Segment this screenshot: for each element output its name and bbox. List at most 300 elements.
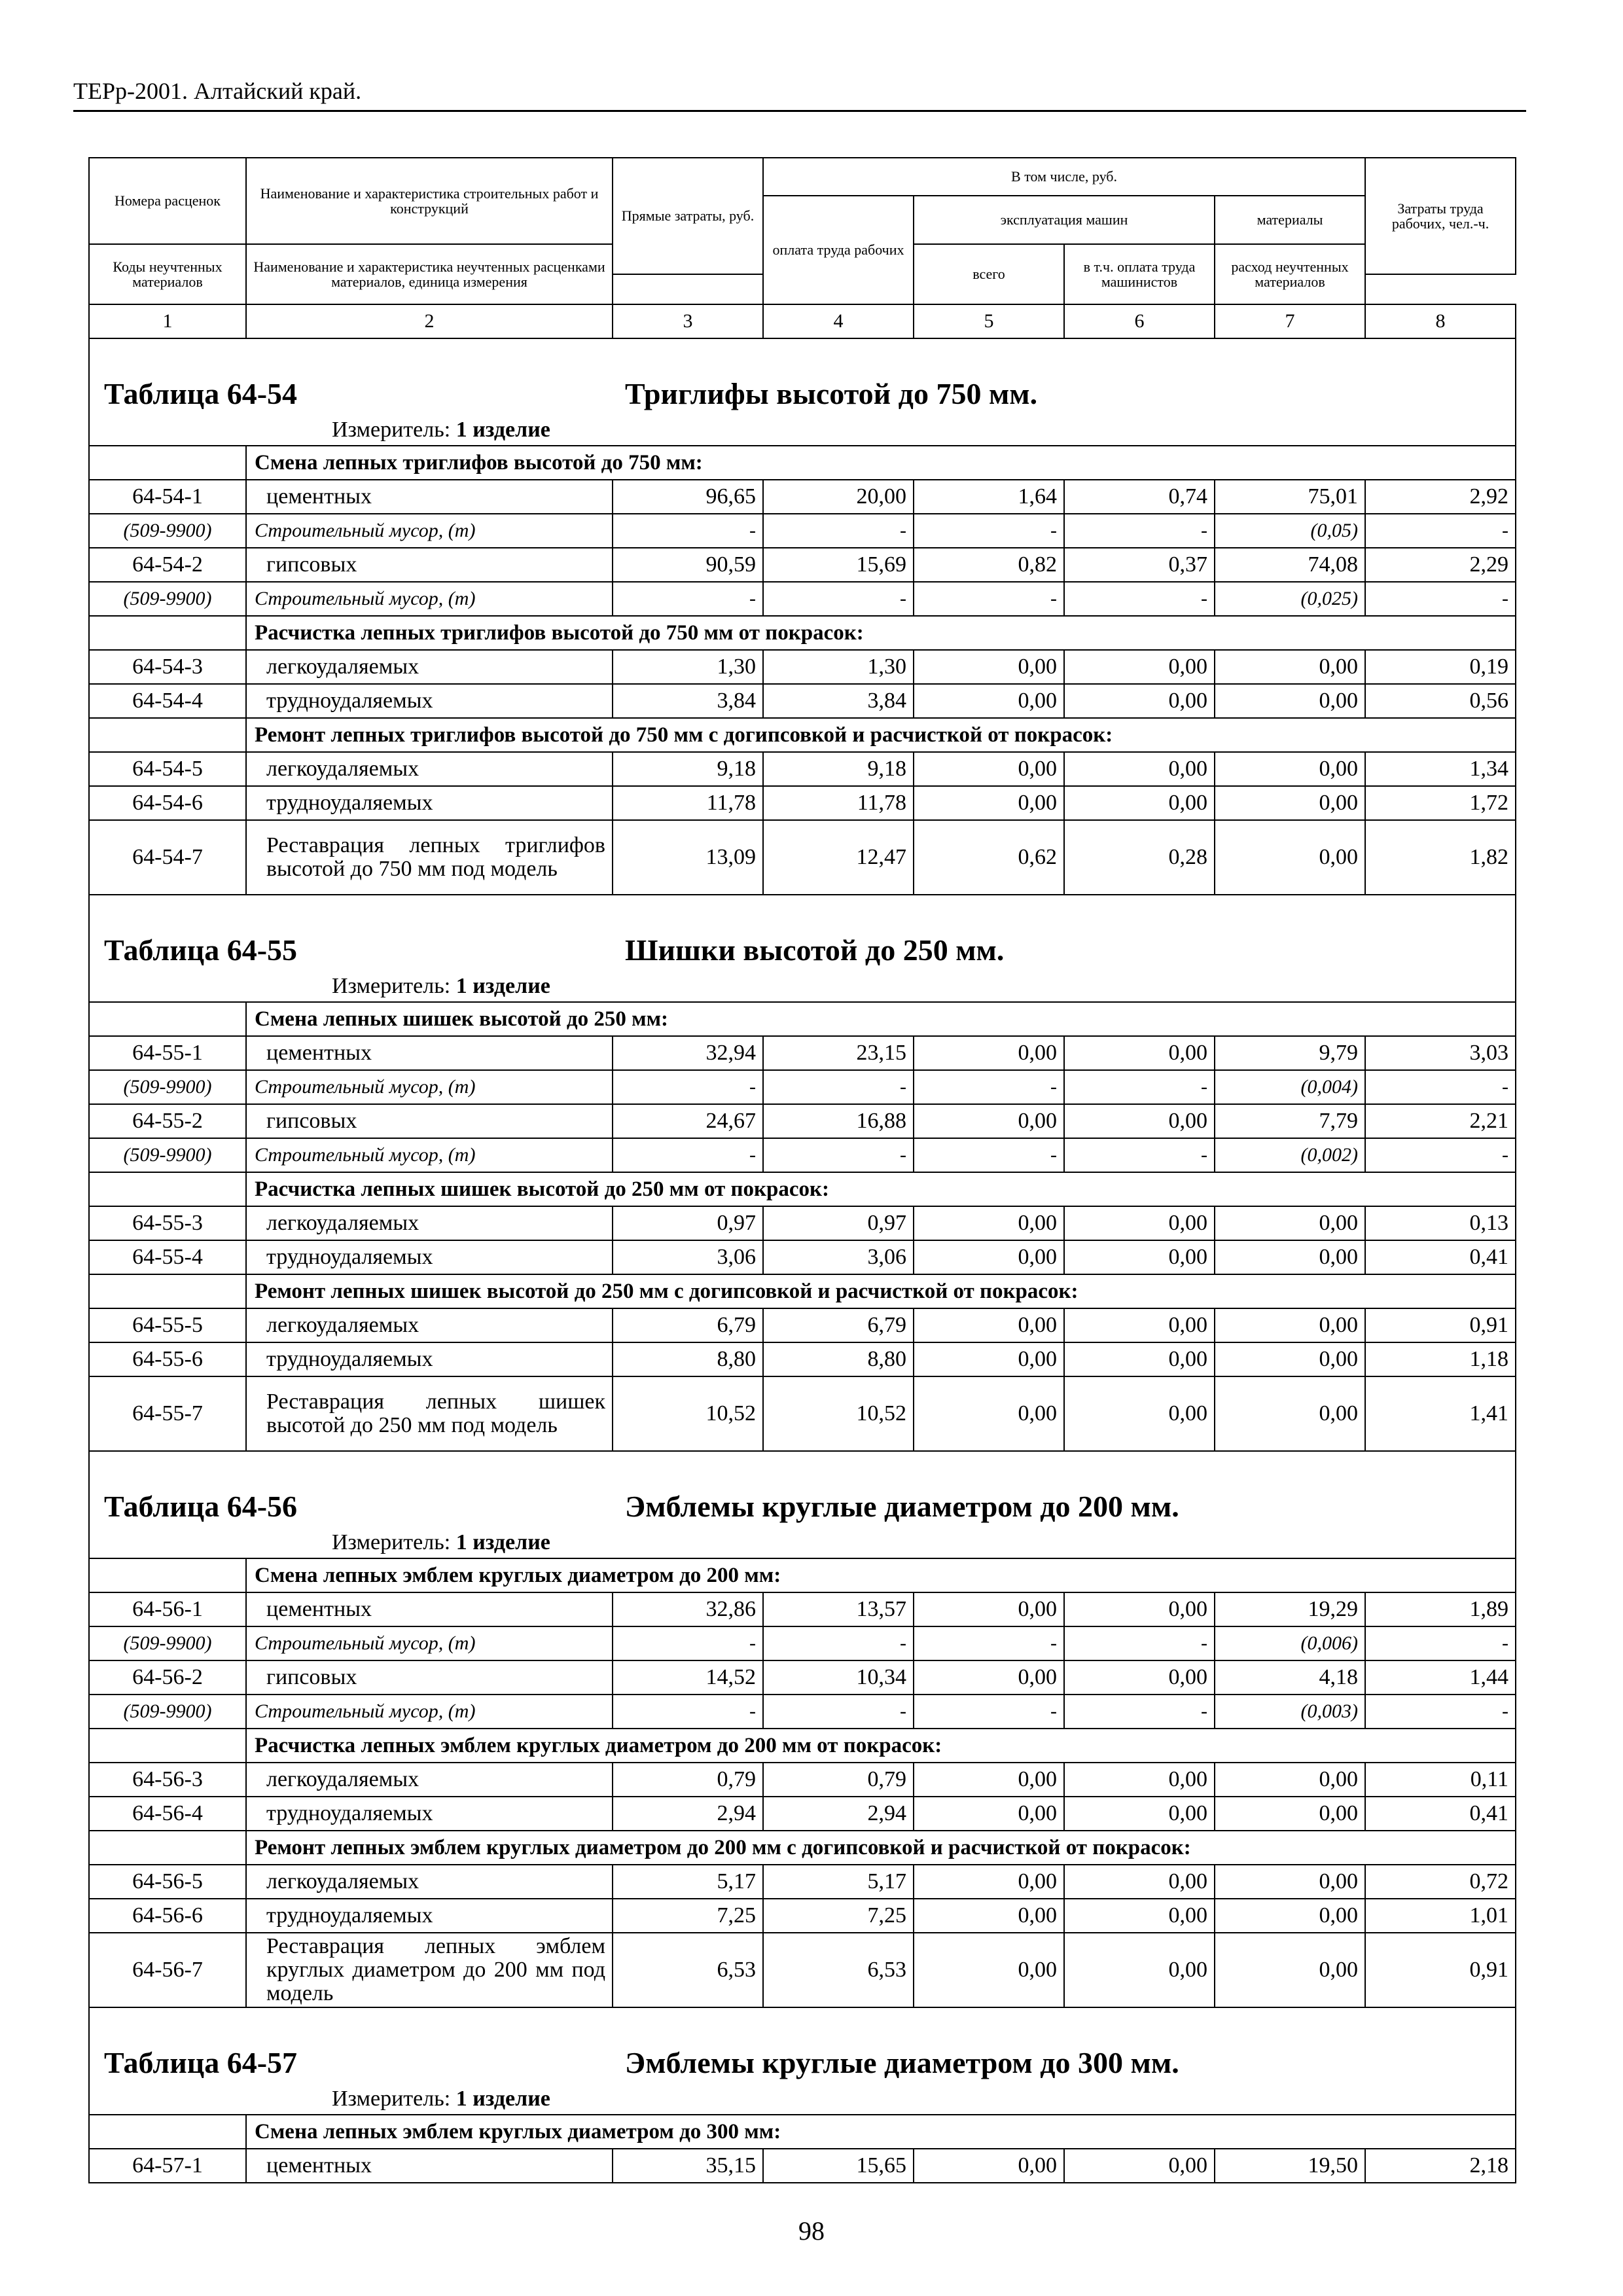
work-name-cell: легкоудаляемых (246, 1763, 613, 1797)
group-row (89, 1831, 1516, 1865)
measure-row (89, 1528, 1516, 1558)
rate-row (89, 548, 1516, 582)
wages-cell: 15,69 (763, 548, 914, 582)
work-name-cell: трудноудаляемых (246, 1797, 613, 1831)
work-name-cell: легкоудаляемых (246, 1308, 613, 1342)
machines-total-cell: - (914, 1695, 1064, 1729)
machinists-wages-cell: 0,00 (1064, 1763, 1215, 1797)
machinists-wages-cell: 0,00 (1064, 1376, 1215, 1451)
col-header-materials: материалы (1215, 196, 1365, 244)
col-header-wages: оплата труда рабочих (763, 196, 914, 304)
group-blank-cell (89, 1172, 246, 1206)
direct-costs-cell: 32,94 (613, 1036, 763, 1070)
group-row (89, 446, 1516, 480)
rate-code-cell: 64-54-7 (89, 820, 246, 895)
wages-cell: 6,79 (763, 1308, 914, 1342)
labor-costs-cell: 0,56 (1365, 684, 1516, 718)
rate-code-cell: 64-56-1 (89, 1592, 246, 1626)
rates-table-wrapper (88, 157, 1515, 2183)
materials-cell: 0,00 (1215, 1763, 1365, 1797)
direct-costs-cell: 1,30 (613, 650, 763, 684)
wages-cell: 13,57 (763, 1592, 914, 1626)
work-name-cell: гипсовых (246, 1660, 613, 1695)
labor-costs-cell: - (1365, 1626, 1516, 1660)
materials-cell: (0,002) (1215, 1138, 1365, 1172)
direct-costs-cell: - (613, 514, 763, 548)
wages-cell: - (763, 1138, 914, 1172)
machinists-wages-cell: 0,00 (1064, 1899, 1215, 1933)
table-title: Эмблемы круглые диаметром до 300 мм. (625, 2046, 1179, 2079)
material-name-cell: Строительный мусор, (т) (246, 1695, 613, 1729)
direct-costs-cell: 3,06 (613, 1240, 763, 1274)
group-row (89, 1558, 1516, 1592)
work-name-cell: Реставрация лепных триглифов высотой до 750 мм под модель (246, 820, 613, 895)
table-number: Таблица 64-55 (104, 933, 298, 967)
labor-costs-cell: - (1365, 1138, 1516, 1172)
machinists-wages-cell: - (1064, 1695, 1215, 1729)
machines-total-cell: - (914, 1070, 1064, 1104)
wages-cell: 3,84 (763, 684, 914, 718)
group-title: Расчистка лепных эмблем круглых диаметром до 200 мм от покрасок: (246, 1729, 1516, 1763)
direct-costs-cell: 96,65 (613, 480, 763, 514)
direct-costs-cell: 11,78 (613, 786, 763, 820)
rate-row (89, 1342, 1516, 1376)
wages-cell: 12,47 (763, 820, 914, 895)
machinists-wages-cell: - (1064, 1070, 1215, 1104)
labor-costs-cell: 2,29 (1365, 548, 1516, 582)
work-name-cell: цементных (246, 1036, 613, 1070)
direct-costs-cell: - (613, 1695, 763, 1729)
rates-table (88, 157, 1516, 2183)
direct-costs-cell: 14,52 (613, 1660, 763, 1695)
group-blank-cell (89, 1831, 246, 1865)
material-code-cell: (509-9900) (89, 582, 246, 616)
machines-total-cell: 0,00 (914, 786, 1064, 820)
table-title-cell (89, 1451, 1516, 1528)
material-code-cell: (509-9900) (89, 1138, 246, 1172)
group-title: Смена лепных эмблем круглых диаметром до 300 мм: (246, 2115, 1516, 2149)
col-header-material-codes: Коды неучтенных материалов (89, 244, 246, 304)
material-row (89, 1138, 1516, 1172)
group-title: Расчистка лепных шишек высотой до 250 мм от покрасок: (246, 1172, 1516, 1206)
labor-costs-cell: 2,92 (1365, 480, 1516, 514)
rate-row (89, 1865, 1516, 1899)
group-title: Ремонт лепных шишек высотой до 250 мм с догипсовкой и расчисткой от покрасок: (246, 1274, 1516, 1308)
materials-cell: 19,29 (1215, 1592, 1365, 1626)
page-header: ТЕРр-2001. Алтайский край. (73, 77, 1526, 112)
material-code-cell: (509-9900) (89, 514, 246, 548)
machinists-wages-cell: 0,00 (1064, 752, 1215, 786)
wages-cell: 2,94 (763, 1797, 914, 1831)
rate-code-cell: 64-55-5 (89, 1308, 246, 1342)
materials-cell: 0,00 (1215, 1899, 1365, 1933)
machines-total-cell: 0,00 (914, 2149, 1064, 2183)
rate-row (89, 1240, 1516, 1274)
direct-costs-cell: 3,84 (613, 684, 763, 718)
machinists-wages-cell: 0,00 (1064, 2149, 1215, 2183)
rate-code-cell: 64-55-2 (89, 1104, 246, 1138)
materials-cell: 0,00 (1215, 752, 1365, 786)
rate-code-cell: 64-56-5 (89, 1865, 246, 1899)
direct-costs-cell: 0,79 (613, 1763, 763, 1797)
machines-total-cell: 0,00 (914, 650, 1064, 684)
labor-costs-cell: 1,34 (1365, 752, 1516, 786)
machinists-wages-cell: 0,37 (1064, 548, 1215, 582)
machines-total-cell: 0,00 (914, 1206, 1064, 1240)
machines-total-cell: - (914, 582, 1064, 616)
table-title-cell (89, 895, 1516, 971)
materials-cell: 19,50 (1215, 2149, 1365, 2183)
rate-row (89, 480, 1516, 514)
materials-cell: 9,79 (1215, 1036, 1365, 1070)
machinists-wages-cell: 0,00 (1064, 1660, 1215, 1695)
col-number: 3 (613, 304, 763, 338)
materials-cell: 0,00 (1215, 786, 1365, 820)
materials-cell: 0,00 (1215, 820, 1365, 895)
rate-row (89, 1206, 1516, 1240)
wages-cell: - (763, 1626, 914, 1660)
group-title: Ремонт лепных эмблем круглых диаметром до 200 мм с догипсовкой и расчисткой от покрасок: (246, 1831, 1516, 1865)
work-name-cell: цементных (246, 480, 613, 514)
labor-costs-cell: 0,72 (1365, 1865, 1516, 1899)
rate-row (89, 2149, 1516, 2183)
rate-row (89, 1592, 1516, 1626)
direct-costs-cell: 6,79 (613, 1308, 763, 1342)
rate-code-cell: 64-54-5 (89, 752, 246, 786)
machines-total-cell: - (914, 1626, 1064, 1660)
wages-cell: - (763, 514, 914, 548)
group-row (89, 616, 1516, 650)
rate-row (89, 786, 1516, 820)
labor-costs-cell: - (1365, 582, 1516, 616)
rate-row (89, 1933, 1516, 2007)
measure-value: 1 изделие (455, 2087, 550, 2111)
machinists-wages-cell: 0,00 (1064, 1592, 1215, 1626)
rate-code-cell: 64-54-4 (89, 684, 246, 718)
machines-total-cell: 0,00 (914, 1376, 1064, 1451)
wages-cell: 0,97 (763, 1206, 914, 1240)
rate-row (89, 1104, 1516, 1138)
machines-total-cell: 0,00 (914, 1592, 1064, 1626)
labor-costs-cell: 1,18 (1365, 1342, 1516, 1376)
group-row (89, 2115, 1516, 2149)
machines-total-cell: 0,00 (914, 1865, 1064, 1899)
col-number: 8 (1365, 304, 1516, 338)
material-code-cell: (509-9900) (89, 1626, 246, 1660)
material-name-cell: Строительный мусор, (т) (246, 1626, 613, 1660)
table-title-row (89, 338, 1516, 415)
col-header-machines-total: всего (914, 244, 1064, 304)
work-name-cell: трудноудаляемых (246, 684, 613, 718)
labor-costs-cell: 1,41 (1365, 1376, 1516, 1451)
labor-costs-cell: - (1365, 514, 1516, 548)
direct-costs-cell: 2,94 (613, 1797, 763, 1831)
machines-total-cell: 0,00 (914, 752, 1064, 786)
wages-cell: 6,53 (763, 1933, 914, 2007)
wages-cell: 3,06 (763, 1240, 914, 1274)
wages-cell: 5,17 (763, 1865, 914, 1899)
work-name-cell: трудноудаляемых (246, 1899, 613, 1933)
measure-cell (89, 2084, 1516, 2115)
material-row (89, 582, 1516, 616)
machinists-wages-cell: 0,00 (1064, 1933, 1215, 2007)
group-blank-cell (89, 1729, 246, 1763)
wages-cell: 20,00 (763, 480, 914, 514)
measure-cell (89, 971, 1516, 1002)
direct-costs-cell: 0,97 (613, 1206, 763, 1240)
measure-row (89, 415, 1516, 446)
col-header-rate-numbers: Номера расценок (89, 158, 246, 244)
machines-total-cell: 0,00 (914, 684, 1064, 718)
col-number: 1 (89, 304, 246, 338)
group-row (89, 718, 1516, 752)
wages-cell: - (763, 1070, 914, 1104)
group-title: Смена лепных шишек высотой до 250 мм: (246, 1002, 1516, 1036)
measure-row (89, 2084, 1516, 2115)
labor-costs-cell: 0,41 (1365, 1797, 1516, 1831)
material-row (89, 1626, 1516, 1660)
col-number: 5 (914, 304, 1064, 338)
wages-cell: 15,65 (763, 2149, 914, 2183)
labor-costs-cell: - (1365, 1695, 1516, 1729)
group-title: Смена лепных эмблем круглых диаметром до 200 мм: (246, 1558, 1516, 1592)
machines-total-cell: 0,00 (914, 1797, 1064, 1831)
direct-costs-cell: 6,53 (613, 1933, 763, 2007)
measure-label: Измеритель: (332, 974, 451, 998)
machines-total-cell: 0,00 (914, 1899, 1064, 1933)
group-row (89, 1172, 1516, 1206)
materials-cell: 4,18 (1215, 1660, 1365, 1695)
wages-cell: 16,88 (763, 1104, 914, 1138)
direct-costs-cell: 90,59 (613, 548, 763, 582)
machinists-wages-cell: 0,74 (1064, 480, 1215, 514)
labor-costs-cell: 1,89 (1365, 1592, 1516, 1626)
labor-costs-cell: 0,91 (1365, 1933, 1516, 2007)
materials-cell: 7,79 (1215, 1104, 1365, 1138)
col-header-including: В том числе, руб. (763, 158, 1365, 196)
direct-costs-cell: 5,17 (613, 1865, 763, 1899)
col-number: 7 (1215, 304, 1365, 338)
materials-cell: 0,00 (1215, 1933, 1365, 2007)
group-title: Смена лепных триглифов высотой до 750 мм: (246, 446, 1516, 480)
machinists-wages-cell: 0,00 (1064, 1036, 1215, 1070)
rate-code-cell: 64-54-6 (89, 786, 246, 820)
table-title: Шишки высотой до 250 мм. (625, 933, 1005, 967)
direct-costs-cell: 35,15 (613, 2149, 763, 2183)
rate-row (89, 650, 1516, 684)
table-number: Таблица 64-54 (104, 377, 298, 410)
material-code-cell: (509-9900) (89, 1070, 246, 1104)
work-name-cell: легкоудаляемых (246, 1865, 613, 1899)
machines-total-cell: 0,00 (914, 1763, 1064, 1797)
work-name-cell: цементных (246, 1592, 613, 1626)
machinists-wages-cell: 0,00 (1064, 1206, 1215, 1240)
rate-code-cell: 64-55-4 (89, 1240, 246, 1274)
work-name-cell: гипсовых (246, 548, 613, 582)
rate-code-cell: 64-56-4 (89, 1797, 246, 1831)
materials-cell: 0,00 (1215, 1376, 1365, 1451)
material-code-cell: (509-9900) (89, 1695, 246, 1729)
labor-costs-cell: 1,44 (1365, 1660, 1516, 1695)
wages-cell: 11,78 (763, 786, 914, 820)
material-row (89, 1695, 1516, 1729)
materials-cell: 0,00 (1215, 1308, 1365, 1342)
rate-row (89, 684, 1516, 718)
col-number: 2 (246, 304, 613, 338)
wages-cell: - (763, 582, 914, 616)
wages-cell: 10,52 (763, 1376, 914, 1451)
rate-row (89, 1763, 1516, 1797)
machinists-wages-cell: 0,00 (1064, 1308, 1215, 1342)
materials-cell: 0,00 (1215, 1206, 1365, 1240)
materials-cell: (0,05) (1215, 514, 1365, 548)
rate-row (89, 1797, 1516, 1831)
group-title: Расчистка лепных триглифов высотой до 750 мм от покрасок: (246, 616, 1516, 650)
machinists-wages-cell: 0,00 (1064, 1104, 1215, 1138)
labor-costs-cell: 2,18 (1365, 2149, 1516, 2183)
rate-row (89, 752, 1516, 786)
labor-costs-cell: 0,91 (1365, 1308, 1516, 1342)
machines-total-cell: 0,00 (914, 1933, 1064, 2007)
table-number: Таблица 64-57 (104, 2046, 298, 2079)
machinists-wages-cell: 0,00 (1064, 684, 1215, 718)
materials-cell: (0,006) (1215, 1626, 1365, 1660)
measure-cell (89, 1528, 1516, 1558)
rate-row (89, 1376, 1516, 1451)
work-name-cell: легкоудаляемых (246, 650, 613, 684)
wages-cell: 9,18 (763, 752, 914, 786)
wages-cell: 8,80 (763, 1342, 914, 1376)
col-header-machinists-wages: в т.ч. оплата труда машинистов (1064, 244, 1215, 304)
wages-cell: - (763, 1695, 914, 1729)
materials-cell: 0,00 (1215, 1865, 1365, 1899)
col-number: 4 (763, 304, 914, 338)
material-name-cell: Строительный мусор, (т) (246, 1138, 613, 1172)
work-name-cell: легкоудаляемых (246, 752, 613, 786)
machines-total-cell: 0,00 (914, 1308, 1064, 1342)
machines-total-cell: 1,64 (914, 480, 1064, 514)
group-blank-cell (89, 1274, 246, 1308)
table-title-row (89, 895, 1516, 971)
machinists-wages-cell: 0,00 (1064, 1342, 1215, 1376)
direct-costs-cell: 32,86 (613, 1592, 763, 1626)
materials-cell: 0,00 (1215, 1797, 1365, 1831)
measure-row (89, 971, 1516, 1002)
material-row (89, 514, 1516, 548)
machines-total-cell: 0,00 (914, 1104, 1064, 1138)
rate-code-cell: 64-55-3 (89, 1206, 246, 1240)
table-title: Триглифы высотой до 750 мм. (625, 377, 1038, 410)
work-name-cell: легкоудаляемых (246, 1206, 613, 1240)
table-title-cell (89, 338, 1516, 415)
machines-total-cell: 0,00 (914, 1660, 1064, 1695)
group-title: Ремонт лепных триглифов высотой до 750 мм с догипсовкой и расчисткой от покрасок: (246, 718, 1516, 752)
direct-costs-cell: 7,25 (613, 1899, 763, 1933)
labor-costs-cell: 0,13 (1365, 1206, 1516, 1240)
rate-code-cell: 64-57-1 (89, 2149, 246, 2183)
machinists-wages-cell: - (1064, 1138, 1215, 1172)
table-title: Эмблемы круглые диаметром до 200 мм. (625, 1490, 1179, 1523)
direct-costs-cell: 8,80 (613, 1342, 763, 1376)
rate-row (89, 1036, 1516, 1070)
table-title-cell (89, 2007, 1516, 2084)
col-header-unaccounted-materials: расход неучтенных материалов (1215, 244, 1365, 304)
group-blank-cell (89, 1002, 246, 1036)
wages-cell: 10,34 (763, 1660, 914, 1695)
rate-row (89, 1660, 1516, 1695)
materials-cell: 75,01 (1215, 480, 1365, 514)
col-number: 6 (1064, 304, 1215, 338)
direct-costs-cell: 13,09 (613, 820, 763, 895)
materials-cell: 0,00 (1215, 1342, 1365, 1376)
machinists-wages-cell: 0,00 (1064, 786, 1215, 820)
measure-label: Измеритель: (332, 1530, 451, 1554)
measure-value: 1 изделие (455, 974, 550, 998)
machines-total-cell: 0,82 (914, 548, 1064, 582)
machinists-wages-cell: 0,00 (1064, 1865, 1215, 1899)
rate-code-cell: 64-56-3 (89, 1763, 246, 1797)
rate-code-cell: 64-56-6 (89, 1899, 246, 1933)
rate-code-cell: 64-55-1 (89, 1036, 246, 1070)
group-blank-cell (89, 616, 246, 650)
table-title-row (89, 2007, 1516, 2084)
group-blank-cell (89, 718, 246, 752)
materials-cell: 0,00 (1215, 1240, 1365, 1274)
direct-costs-cell: 9,18 (613, 752, 763, 786)
labor-costs-cell: 2,21 (1365, 1104, 1516, 1138)
wages-cell: 7,25 (763, 1899, 914, 1933)
direct-costs-cell: - (613, 1070, 763, 1104)
machinists-wages-cell: 0,28 (1064, 820, 1215, 895)
machinists-wages-cell: 0,00 (1064, 1797, 1215, 1831)
labor-costs-cell: - (1365, 1070, 1516, 1104)
group-blank-cell (89, 1558, 246, 1592)
rate-row (89, 1899, 1516, 1933)
wages-cell: 0,79 (763, 1763, 914, 1797)
machines-total-cell: 0,00 (914, 1036, 1064, 1070)
group-row (89, 1729, 1516, 1763)
table-title-row (89, 1451, 1516, 1528)
col-header-machines: эксплуатация машин (914, 196, 1215, 244)
group-blank-cell (89, 2115, 246, 2149)
labor-costs-cell: 3,03 (1365, 1036, 1516, 1070)
rate-code-cell: 64-54-1 (89, 480, 246, 514)
col-header-work-name: Наименование и характеристика строительных работ и конструкций (246, 158, 613, 244)
measure-label: Измеритель: (332, 418, 451, 442)
machinists-wages-cell: 0,00 (1064, 650, 1215, 684)
work-name-cell: трудноудаляемых (246, 1342, 613, 1376)
materials-cell: 0,00 (1215, 684, 1365, 718)
rate-code-cell: 64-54-2 (89, 548, 246, 582)
labor-costs-cell: 1,82 (1365, 820, 1516, 895)
machines-total-cell: 0,00 (914, 1342, 1064, 1376)
work-name-cell: Реставрация лепных эмблем круглых диаметром до 200 мм под модель (246, 1933, 613, 2007)
rates-table-body (89, 338, 1516, 2183)
work-name-cell: гипсовых (246, 1104, 613, 1138)
page-number: 98 (798, 2216, 825, 2246)
material-name-cell: Строительный мусор, (т) (246, 582, 613, 616)
machines-total-cell: 0,00 (914, 1240, 1064, 1274)
machinists-wages-cell: - (1064, 514, 1215, 548)
rate-code-cell: 64-56-2 (89, 1660, 246, 1695)
machinists-wages-cell: 0,00 (1064, 1240, 1215, 1274)
materials-cell: 0,00 (1215, 650, 1365, 684)
materials-cell: (0,003) (1215, 1695, 1365, 1729)
rate-row (89, 1308, 1516, 1342)
machines-total-cell: 0,62 (914, 820, 1064, 895)
direct-costs-cell: - (613, 582, 763, 616)
direct-costs-cell: - (613, 1626, 763, 1660)
